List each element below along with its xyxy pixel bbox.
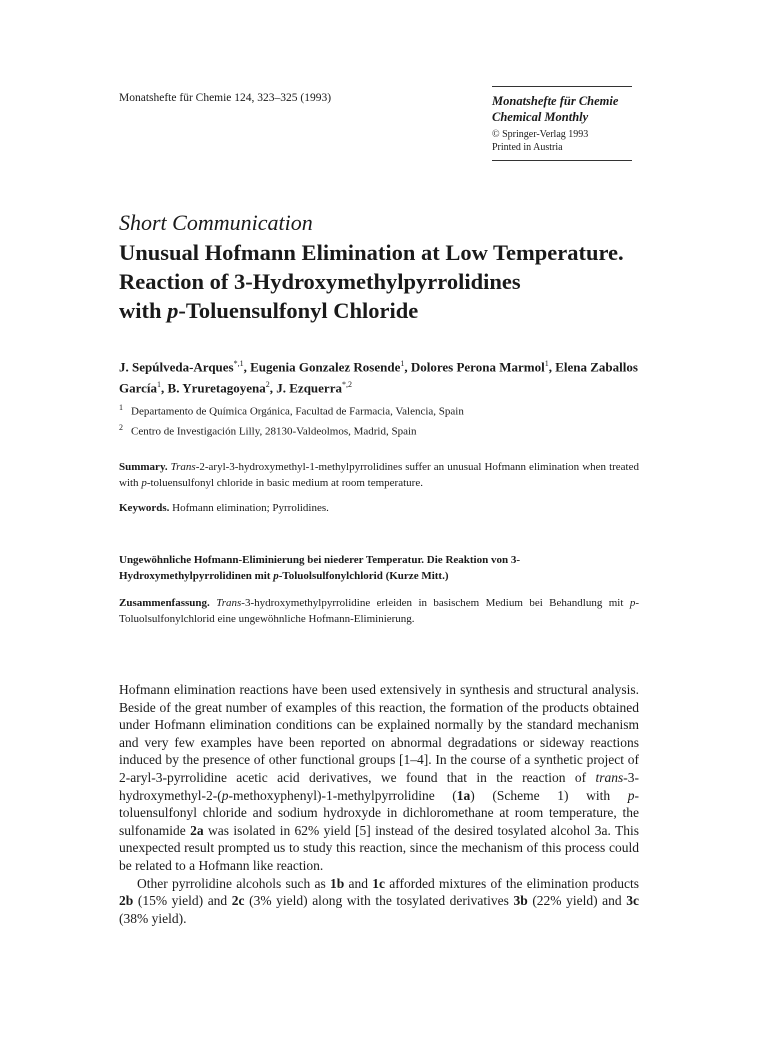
body-text-run: (22% yield) and — [527, 893, 627, 909]
author-list: J. Sepúlveda-Arques$^{*,1}$, Eugenia Gonzalez Rosende$^1$, Dolores Perona Marmol$^1$, Elena Zaballos García$^1$, B. Yruretagoyena$^2$, J. Ezquerra$^{*,2}$ — [119, 359, 638, 396]
publisher-box — [492, 86, 632, 161]
affiliation-text: Departamento de Química Orgánica, Facultad de Farmacia, Valencia, Spain — [131, 405, 464, 418]
title-line-3 — [119, 296, 679, 325]
german-title-italic: p — [273, 570, 279, 582]
summary-italic: Trans — [170, 461, 196, 473]
affiliation-item — [119, 420, 464, 440]
author-mark: 2 — [265, 380, 270, 390]
compound-label: 3c — [626, 893, 639, 909]
body-italic: p — [627, 787, 635, 803]
author-name: Elena Zaballos García — [119, 359, 638, 396]
copyright-line: © Springer-Verlag 1993 — [492, 129, 589, 140]
compound-label: 1c — [372, 875, 386, 891]
title-line-1: Unusual Hofmann Elimination at Low Temperature. — [119, 240, 624, 265]
author-mark: 1 — [157, 380, 162, 390]
journal-name-english: Chemical Monthly — [492, 110, 589, 124]
german-summary-italic: Trans — [216, 597, 242, 609]
affiliation-mark: 2 — [119, 422, 123, 432]
journal-citation: Monatshefte für Chemie 124, 323–325 (1993) — [119, 92, 332, 104]
german-summary-label: Zusammenfassung. — [119, 597, 210, 609]
author-mark: *,2 — [341, 380, 352, 390]
keywords-text: Hofmann elimination; Pyrrolidines. — [172, 502, 329, 514]
author-mark: *,1 — [233, 359, 244, 368]
body-text-run: (38% yield). — [119, 910, 187, 926]
affiliation-item — [119, 400, 464, 420]
journal-name-german: Monatshefte für Chemie — [492, 94, 619, 108]
bottom-rule — [492, 160, 632, 161]
summary-italic: p — [141, 476, 147, 489]
body-text — [119, 681, 639, 927]
author-name: Dolores Perona Marmol — [410, 359, 545, 375]
body-text-run: was isolated in 62% yield [5] instead of the desired tosylated alcohol 3a. This unexpected result prompted us to study this reaction, since the mechanism of this process could be related to a Hofmann like reaction. — [119, 822, 639, 873]
body-text-run: and — [344, 875, 373, 891]
affiliation-mark: 1 — [119, 403, 123, 412]
author-mark: 1 — [544, 359, 549, 368]
body-paragraph-1 — [119, 681, 639, 875]
title-text: with — [119, 298, 168, 323]
body-text-run: -toluensulfonyl chloride and sodium hydroxyde in dichloromethane at room temperature, the sulfonamide — [119, 787, 639, 838]
summary-text: -toluensulfonyl chloride in basic medium at room temperature. — [146, 476, 423, 489]
author-name: B. Yruretagoyena — [167, 380, 266, 396]
body-text-run: -methoxyphenyl)-1-methylpyrrolidine ( — [228, 787, 457, 803]
printed-line: Printed in Austria — [492, 142, 563, 153]
author-name: Eugenia Gonzalez Rosende — [250, 359, 401, 375]
compound-label: 1b — [329, 875, 345, 891]
summary-text: -2-aryl-3-hydroxymethyl-1-methylpyrrolidines suffer an unusual Hofmann elimination when treated with — [119, 461, 639, 489]
body-text-run: ) (Scheme 1) with — [470, 787, 628, 803]
keywords-label: Keywords. — [119, 502, 170, 514]
affiliation-text: Centro de Investigación Lilly, 28130-Valdeolmos, Madrid, Spain — [131, 425, 417, 438]
title-italic: p — [167, 298, 179, 323]
top-rule — [492, 86, 632, 87]
body-text-run: (15% yield) and — [133, 893, 232, 909]
german-summary-text: -Toluolsulfonylchlorid eine ungewöhnliche Hofmann-Eliminierung. — [119, 597, 640, 625]
german-summary — [119, 596, 639, 627]
summary — [119, 460, 639, 491]
german-title-text: Ungewöhnliche Hofmann-Eliminierung bei niederer Temperatur. Die Reaktion von 3-Hydroxymethylpyrrolidinen mit — [119, 554, 521, 582]
title-text: -Toluensulfonyl Chloride — [178, 298, 419, 323]
author-name: J. Sepúlveda-Arques — [119, 359, 234, 375]
body-text-run: (3% yield) along with the tosylated derivatives — [244, 893, 514, 909]
body-text-run: afforded mixtures of the elimination products — [385, 875, 639, 891]
compound-label: 2a — [190, 822, 204, 838]
body-text-run: Hofmann elimination reactions have been used extensively in synthesis and structural analysis. Beside of the great number of examples of this reaction, the formation of the products obtained under Hofmann elimination conditions can be explained normally by the standard mechanism and very few examples have been reported on abnormal degradations or sideway reactions induced by the presence of other functional groups [1–4]. In the course of a synthetic project of 2-aryl-3-pyrrolidine acetic acid derivatives, we found that in the reaction of — [119, 682, 639, 785]
body-text-run: -3-hydroxymethyl-2-( — [119, 769, 639, 803]
title-line-2: Reaction of 3-Hydroxymethylpyrrolidines — [119, 269, 521, 294]
german-summary-text: -3-hydroxymethylpyrrolidine erleiden in basischem Medium bei Behandlung mit — [241, 597, 630, 609]
article-type: Short Communication — [119, 210, 313, 235]
german-title-text: -Toluolsulfonylchlorid (Kurze Mitt.) — [278, 570, 449, 582]
author-name: J. Ezquerra — [276, 380, 342, 396]
german-title — [119, 552, 639, 584]
keywords — [119, 502, 329, 514]
affiliations — [119, 400, 464, 439]
body-italic: p — [221, 787, 229, 803]
body-text-run: Other pyrrolidine alcohols such as — [137, 875, 330, 891]
author-mark: 1 — [400, 359, 405, 368]
german-summary-italic: p — [629, 597, 636, 609]
compound-label: 1a — [456, 787, 471, 803]
article-title — [119, 238, 679, 325]
compound-label: 2b — [119, 893, 134, 909]
body-italic: trans — [595, 769, 624, 785]
compound-label: 3b — [513, 893, 528, 909]
compound-label: 2c — [231, 893, 245, 909]
body-paragraph-2 — [119, 875, 639, 928]
summary-label: Summary. — [119, 461, 168, 473]
